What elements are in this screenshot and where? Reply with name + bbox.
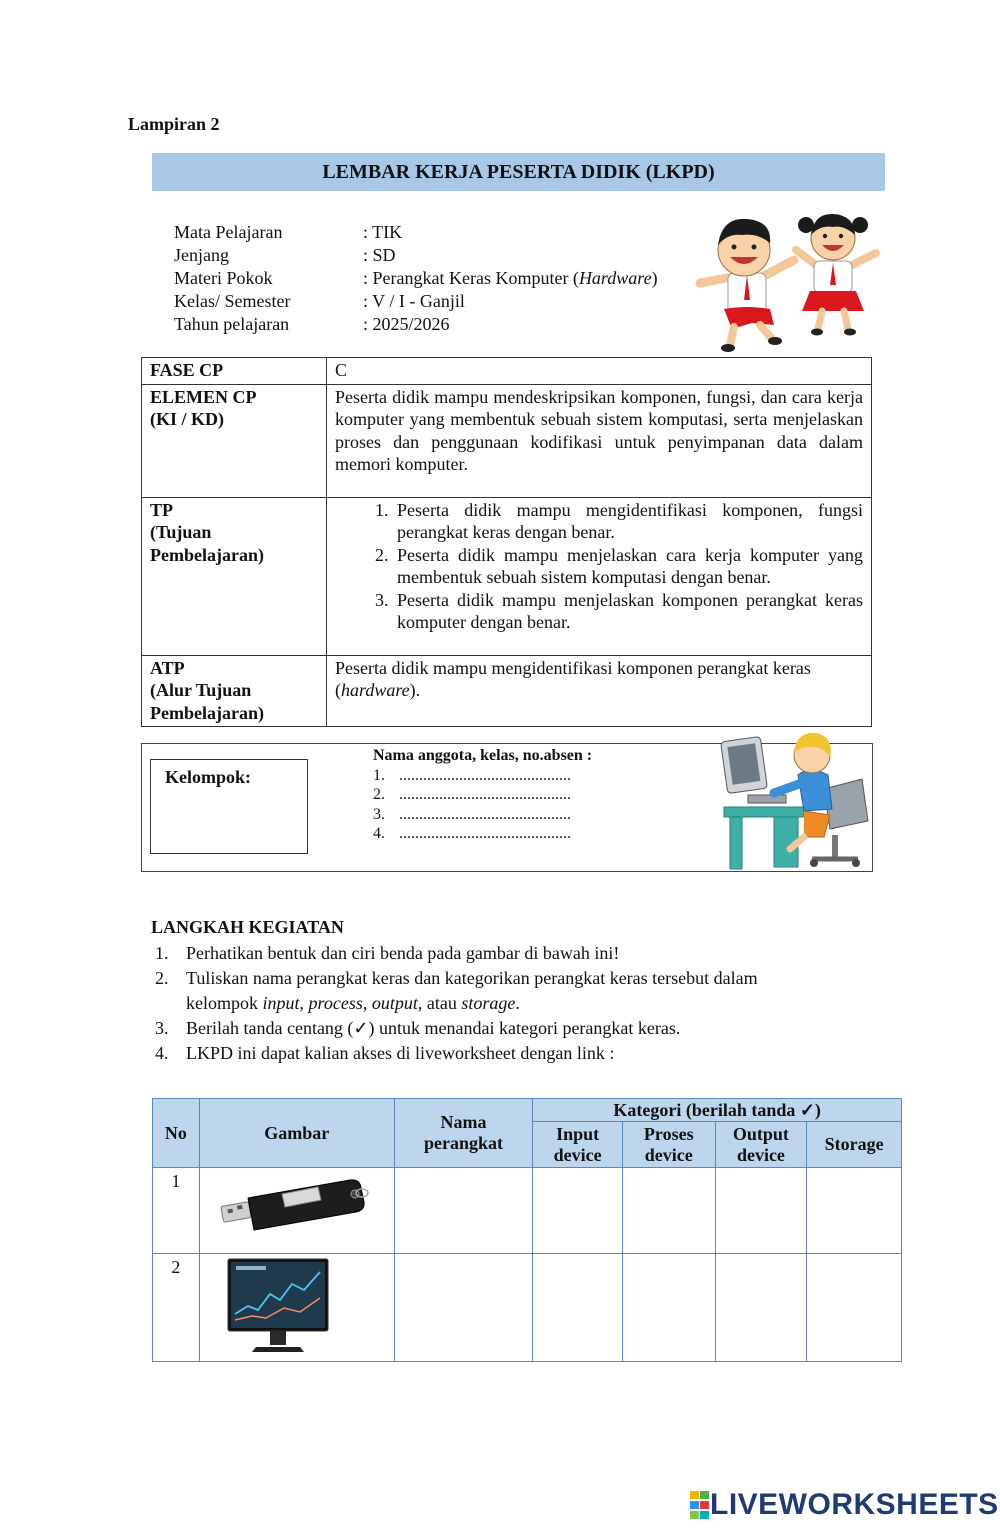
info-value-topic: : Perangkat Keras Komputer (Hardware) [363,268,658,288]
liveworksheets-logo-text: LIVEWORKSHEETS [710,1488,999,1521]
table-row [153,1254,902,1362]
learning-outcome-table [141,357,872,727]
tp-list [335,499,863,634]
tp-item: 2. Peserta didik mampu menjelaskan cara kerja komputer yang membentuk sebuah sistem komputasi dengan benar. [393,544,863,589]
info-label-topic: Materi Pokok [174,268,273,288]
liveworksheets-logo [690,1488,999,1522]
row-number: 2 [153,1254,200,1362]
subject-info [174,221,658,336]
info-value-subject: : TIK [363,222,403,242]
output-device-check[interactable] [715,1254,807,1362]
row-picture-cell [199,1168,394,1254]
storage-check[interactable] [807,1254,902,1362]
member-line[interactable]: 2. ........................................... [373,786,571,803]
fase-cp-value: C [327,358,872,385]
girl-student-figure [796,214,876,336]
process-device-check[interactable] [622,1168,715,1254]
member-list-title: Nama anggota, kelas, no.absen : [373,747,593,764]
atp-label: ATP (Alur Tujuan Pembelajaran) [142,655,327,727]
monitor-image [200,1254,394,1356]
row-picture-cell [199,1254,394,1362]
process-device-check[interactable] [622,1254,715,1362]
boy-at-computer-illustration [712,725,872,875]
tp-item: 3. Peserta didik mampu menjelaskan komponen perangkat keras komputer dengan benar. [393,589,863,634]
info-value-level: : SD [363,245,396,265]
elemen-cp-label: ELEMEN CP (KI / KD) [142,384,327,497]
info-value-class: : V / I - Ganjil [363,291,465,311]
activity-steps [155,941,855,1066]
row-number: 1 [153,1168,200,1254]
header-device-name: Nama perangkat [394,1099,533,1168]
students-illustration [692,205,882,355]
input-device-check[interactable] [533,1168,623,1254]
header-process-device: Proses device [622,1122,715,1168]
atp-text: Peserta didik mampu mengidentifikasi komponen perangkat keras (hardware). [327,655,872,727]
page-title-banner: LEMBAR KERJA PESERTA DIDIK (LKPD) [152,153,885,191]
step-item: 4. LKPD ini dapat kalian akses di liveworksheet dengan link : [155,1043,615,1063]
boy-student-figure [700,219,794,352]
device-name-input[interactable] [394,1168,533,1254]
header-input-device: Input device [533,1122,623,1168]
header-storage: Storage [807,1122,902,1168]
output-device-check[interactable] [715,1168,807,1254]
elemen-cp-text: Peserta didik mampu mendeskripsikan komponen, fungsi, dan cara kerja komputer yang membentuk sebuah sistem komputasi, serta menjelaskan proses dan penggunaan kodifikasi untuk penyimpanan data dalam memori komputer. [327,384,872,497]
info-label-level: Jenjang [174,245,229,265]
info-label-class: Kelas/ Semester [174,291,291,311]
group-label: Kelompok: [165,767,252,787]
storage-check[interactable] [807,1168,902,1254]
step-item: 2. Tuliskan nama perangkat keras dan kategorikan perangkat keras tersebut dalam kelompok input, process, output, atau storage. [155,968,758,1013]
usb-flash-drive-image [200,1168,394,1248]
tp-item: 1. Peserta didik mampu mengidentifikasi komponen, fungsi perangkat keras dengan benar. [393,499,863,544]
member-line[interactable]: 3. ........................................... [373,805,571,823]
step-item: 3. Berilah tanda centang (✓) untuk menandai kategori perangkat keras. [155,1018,681,1038]
hardware-category-table [152,1098,902,1362]
lampiran-label: Lampiran 2 [128,114,220,134]
input-device-check[interactable] [533,1254,623,1362]
device-name-input[interactable] [394,1254,533,1362]
step-item: 1. Perhatikan bentuk dan ciri benda pada gambar di bawah ini! [155,943,620,963]
member-list [373,746,592,844]
info-label-year: Tahun pelajaran [174,314,290,334]
member-line[interactable]: 4. ........................................... [373,825,571,842]
info-value-year: : 2025/2026 [363,314,450,334]
header-picture: Gambar [199,1099,394,1168]
tp-list-cell [327,497,872,655]
table-row [153,1168,902,1254]
activity-steps-title: LANGKAH KEGIATAN [151,917,344,937]
fase-cp-label: FASE CP [142,358,327,385]
header-category: Kategori (berilah tanda ✓) [533,1099,902,1122]
header-output-device: Output device [715,1122,807,1168]
member-line[interactable]: 1. ........................................... [373,766,571,784]
liveworksheets-logo-icon [690,1490,710,1520]
info-label-subject: Mata Pelajaran [174,222,283,242]
header-no: No [153,1099,200,1168]
tp-label: TP (Tujuan Pembelajaran) [142,497,327,655]
